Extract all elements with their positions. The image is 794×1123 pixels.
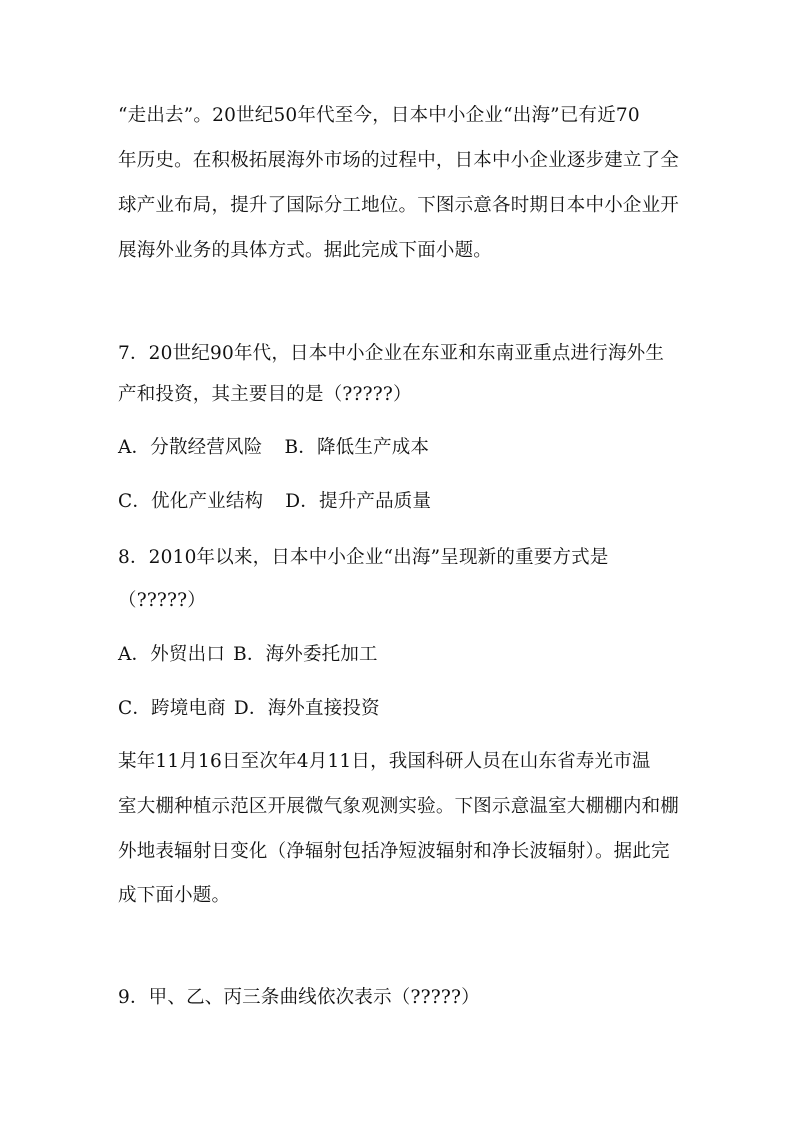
question-8-option-c[interactable]: C．跨境电商 bbox=[118, 698, 226, 719]
question-7-options-row-1 bbox=[118, 436, 429, 460]
question-7-option-b[interactable]: B．降低生产成本 bbox=[284, 437, 430, 458]
passage-1-line-1: “走出去”。20世纪50年代至今，日本中小企业“出海”已有近70 bbox=[118, 105, 640, 126]
question-9-stem-line-1: 9．甲、乙、丙三条曲线依次表示（?????） bbox=[118, 987, 480, 1008]
question-8-option-b[interactable]: B．海外委托加工 bbox=[233, 644, 378, 665]
question-8-stem-line-1: 8．2010年以来，日本中小企业“出海”呈现新的重要方式是 bbox=[118, 547, 609, 568]
passage-1-line-3: 球产业布局，提升了国际分工地位。下图示意各时期日本中小企业开 bbox=[118, 195, 680, 216]
passage-2-line-3: 外地表辐射日变化（净辐射包括净短波辐射和净长波辐射）。据此完 bbox=[118, 841, 670, 862]
question-7-stem-line-1: 7．20世纪90年代，日本中小企业在东亚和东南亚重点进行海外生 bbox=[118, 343, 665, 364]
question-7-option-c[interactable]: C．优化产业结构 bbox=[118, 491, 264, 512]
passage-2-line-2: 室大棚种植示范区开展微气象观测实验。下图示意温室大棚棚内和棚 bbox=[118, 796, 680, 817]
passage-1-line-4: 展海外业务的具体方式。据此完成下面小题。 bbox=[118, 240, 493, 261]
question-8-option-d[interactable]: D．海外直接投资 bbox=[233, 698, 380, 719]
question-8-options-row-1 bbox=[118, 643, 378, 667]
passage-2-line-4: 成下面小题。 bbox=[118, 885, 231, 906]
passage-1-line-2: 年历史。在积极拓展海外市场的过程中，日本中小企业逐步建立了全 bbox=[118, 150, 680, 171]
passage-2-line-1: 某年11月16日至次年4月11日，我国科研人员在山东省寿光市温 bbox=[118, 751, 651, 772]
question-7-option-a[interactable]: A．分散经营风险 bbox=[118, 437, 263, 458]
question-8-option-a[interactable]: A．外贸出口 bbox=[118, 644, 226, 665]
question-7-stem-line-2: 产和投资，其主要目的是（?????） bbox=[118, 384, 412, 405]
question-7-options-row-2 bbox=[118, 490, 431, 514]
question-8-options-row-2 bbox=[118, 697, 380, 721]
question-7-option-d[interactable]: D．提升产品质量 bbox=[285, 491, 432, 512]
question-8-stem-line-2: （?????） bbox=[118, 590, 206, 611]
